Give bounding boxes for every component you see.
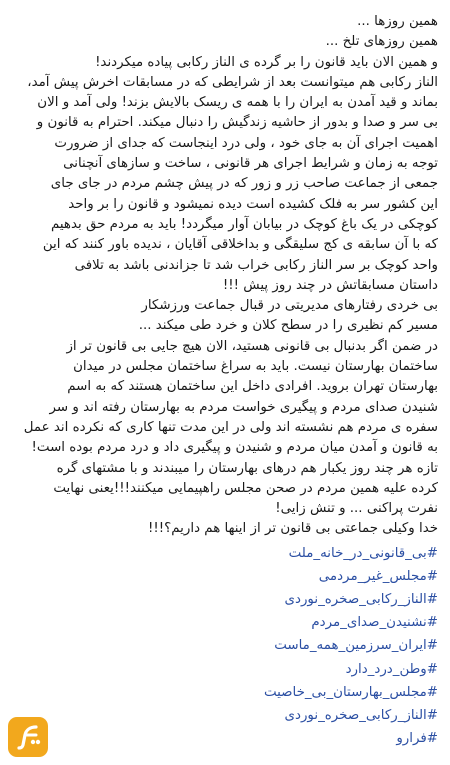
article-line: داستان مسابقاتش در چند روز پیش !!! — [222, 277, 438, 293]
article-line: که با آن سابقه ی کج سلیقگی و بداخلاقی آقایان ، ندیده باور کنند که این — [42, 237, 438, 253]
article-line: تازه هر چند روز یکبار هم درهای بهارستان را میبندند و با مشتهای گره — [56, 460, 438, 476]
article-line: به قانون و آمدن میان مردم و شنیدن و پیگیری داد و درد مردم بوده است! — [31, 440, 438, 456]
article-line: توجه به زمان و شرایط اجرای هر قانونی ، ساخت و سازهای آنچنانی — [63, 156, 438, 172]
hashtag-link[interactable]: #مجلس_غیر_مردمی — [318, 568, 438, 584]
article-line: ساختمان بهارستان نیست. باید به سراغ ساختمان مجلس در میدان — [73, 359, 438, 375]
article-line: سفره ی مردم هم نشسته اند ولی در این مدت تنها کاری که نکرده اند عمل — [23, 419, 438, 435]
hashtag-list — [12, 542, 438, 751]
article-line: کرده علیه همین مردم در صحن مجلس راهپیمایی میکنند!!!یعنی نهایت — [53, 480, 438, 496]
hashtag-link[interactable]: #ایران_سرزمین_همه_ماست — [274, 638, 438, 654]
article-line: بی خردی رفتارهای مدیریتی در قبال جماعت ورزشکار — [141, 298, 438, 314]
article-line: مسیر کم نظیری را در سطح کلان و خرد طی میکند ... — [138, 318, 438, 334]
article-line: کوچکی در یک باغ کوچک در بیابان آوار میگردد! باید به مردم حق بدهیم — [50, 216, 438, 232]
article-line: بماند و قید آمدن به ایران را با همه ی ریسک بالایش بزند! ولی آمد و الان — [37, 95, 438, 111]
article-line: جمعی از جماعت صاحب زر و زور که در پیش چشم مردم در جای جای — [50, 176, 438, 192]
article-line: همین روزهای تلخ ... — [325, 34, 438, 50]
article-body — [12, 12, 438, 540]
hashtag-link[interactable]: #الناز_رکابی_صخره_نوردی — [284, 592, 438, 608]
hashtag-link[interactable]: #وطن_درد_دارد — [345, 661, 438, 677]
article-line: این کشور سر به فلک کشیده است دیده نمیشود و قانون را بر واحد — [68, 196, 438, 212]
article-line: همین روزها ... — [357, 14, 438, 29]
hashtag-link[interactable]: #بی_قانونی_در_خانه_ملت — [288, 545, 438, 561]
hashtag-link[interactable]: #مجلس_بهارستان_بی_خاصیت — [263, 684, 438, 700]
article-line: در ضمن اگر بدنبال بی قانونی هستید، الان هیچ جایی بی قانون تر از — [66, 338, 438, 354]
article-line: واحد کوچک بر سر الناز رکابی خراب شد تا جزاندنی باشد به تلافی — [74, 257, 438, 273]
article-line: نفرت پراکنی ... و تنش زایی! — [275, 501, 438, 517]
article-line: بی سر و صدا و بدور از حاشیه زندگیش را دنبال میکند. احترام به قانون و — [36, 115, 438, 131]
article-line: خدا وکیلی جماعتی بی قانون تر از اینها هم داریم؟!!! — [148, 521, 438, 537]
fararu-logo-icon — [6, 715, 50, 759]
article-line: اهمیت اجرای آن به جای خود ، ولی درد اینجاست که جدای از ضرورت — [54, 135, 438, 151]
hashtag-link[interactable]: #نشنیدن_صدای_مردم — [311, 615, 438, 631]
article-line: بهارستان تهران بروید. افرادی داخل این ساختمان هستند که به اسم — [67, 379, 438, 395]
hashtag-link[interactable]: #الناز_رکابی_صخره_نوردی — [284, 708, 438, 724]
article-line: و همین الان باید قانون را بر گرده ی الناز رکابی پیاده میکردند! — [95, 54, 438, 70]
hashtag-link[interactable]: #فرارو — [396, 731, 438, 747]
article-line: الناز رکابی هم میتوانست بعد از شرایطی که در مسابقات اخرش پیش آمد، — [27, 74, 438, 90]
article-line: شنیدن صدای مردم و پیگیری خواست مردم به بهارستان رفته اند و سر — [49, 399, 438, 415]
